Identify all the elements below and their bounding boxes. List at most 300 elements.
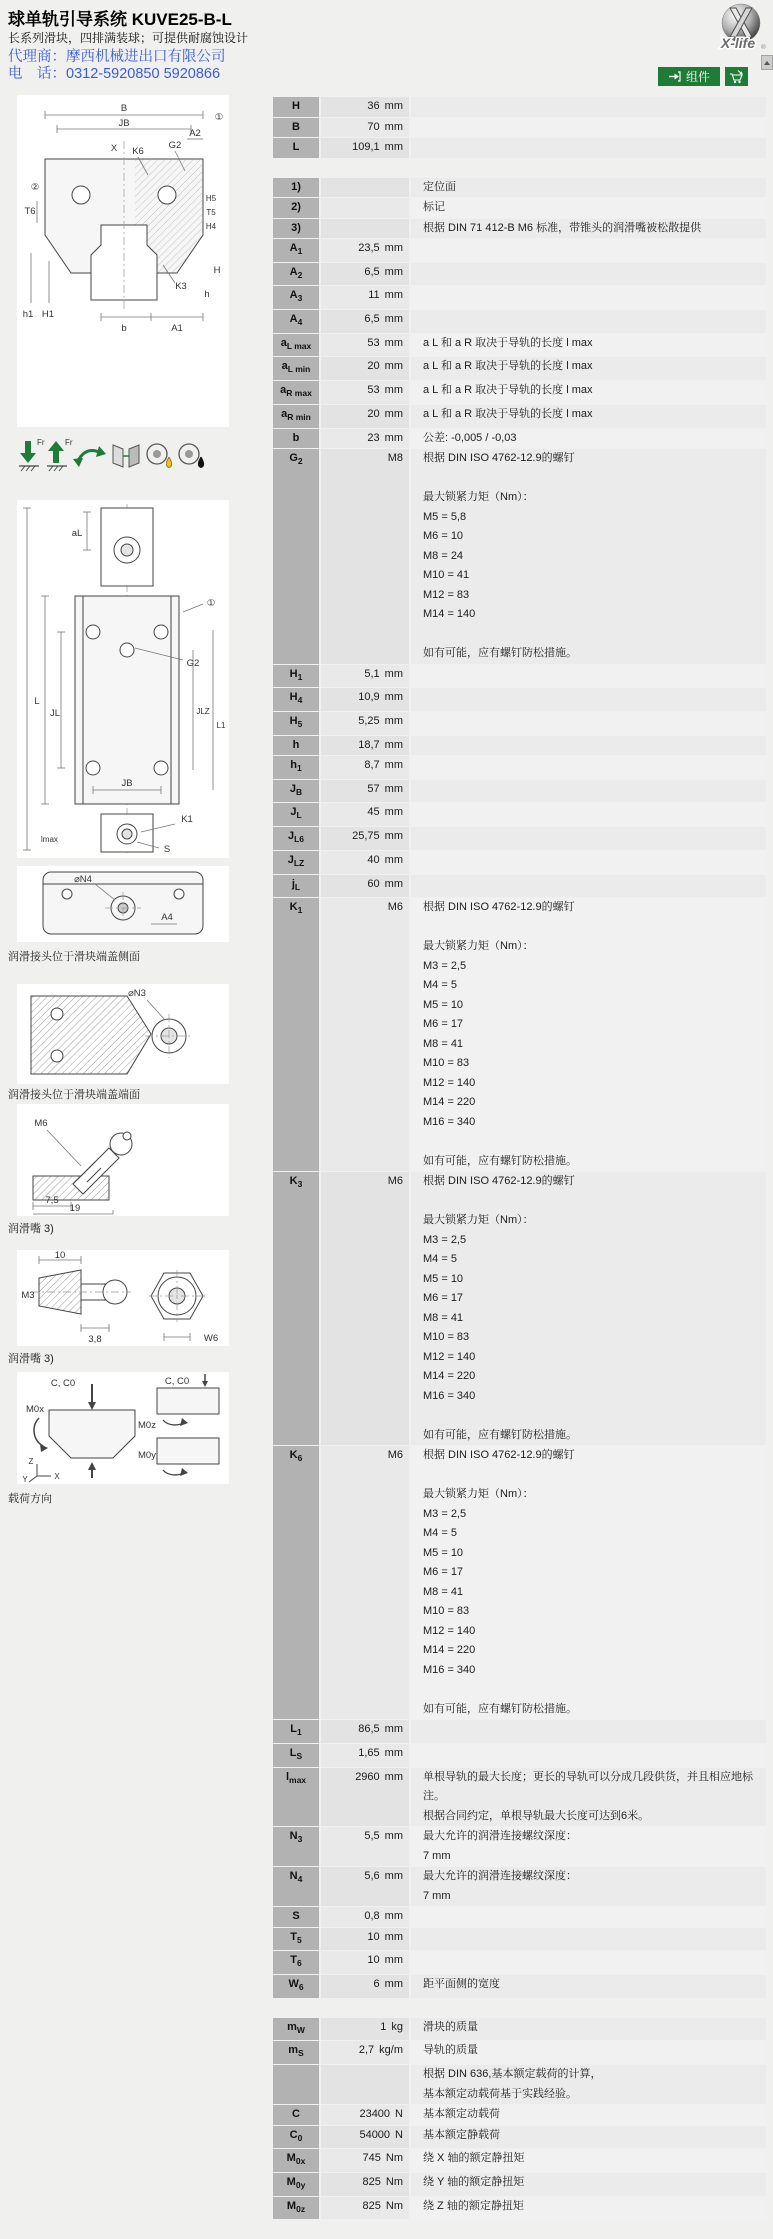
- param-description: [411, 1827, 766, 1866]
- param-label: [273, 1744, 319, 1767]
- param-value: [321, 1827, 409, 1866]
- param-value: [321, 756, 409, 779]
- param-label-sub: R min: [287, 412, 311, 422]
- param-value: [321, 286, 409, 309]
- param-label: [273, 1446, 319, 1719]
- description-line: [423, 118, 760, 138]
- value-number: 53: [367, 336, 380, 349]
- value-unit: Nm: [385, 2152, 403, 2165]
- param-description: [411, 1720, 766, 1743]
- table-row: [273, 712, 766, 735]
- value-number: 20: [367, 360, 380, 373]
- dim-label: B: [120, 103, 128, 114]
- table-row: [273, 1951, 766, 1974]
- value-number: 5,5: [364, 1830, 380, 1843]
- description-line: [423, 263, 760, 283]
- param-label-main: B: [292, 120, 300, 133]
- description-line: 根据 DIN ISO 4762-12.9的螺钉: [423, 1449, 575, 1462]
- dim-label: JLZ: [196, 707, 210, 716]
- cart-icon: [729, 70, 744, 84]
- triangle-up-icon: [764, 61, 770, 65]
- value-unit: mm: [384, 1954, 403, 1967]
- table-row: [273, 1907, 766, 1927]
- description-line: 最大锁紧力矩（Nm）：: [423, 940, 534, 953]
- dim-label: 3,8: [88, 1334, 102, 1345]
- value-number: 53: [367, 384, 380, 397]
- description-line: M8 = 41: [423, 1037, 464, 1050]
- description-line: 单根导轨的最大长度；更长的导轨可以分成几段供货，并且相应地标注。: [423, 1770, 753, 1803]
- param-label-main: K: [289, 1175, 298, 1188]
- description-line: 基本额定动载荷基于实践经验。: [423, 2087, 577, 2100]
- dim-label: C, C0: [50, 1378, 76, 1389]
- param-label: [273, 2065, 319, 2104]
- figure-lube-nipple-angled: [17, 1104, 229, 1216]
- description-line: 基本额定动载荷: [423, 2108, 500, 2120]
- value-number: 23: [367, 431, 380, 444]
- dim-label: Z: [28, 1457, 34, 1466]
- value-number: 5,6: [364, 1870, 380, 1883]
- param-description: [411, 310, 766, 333]
- description-line: [423, 665, 760, 685]
- description-line: M8 = 41: [423, 1585, 464, 1598]
- table-row: [273, 219, 766, 239]
- value-number: M6: [387, 1175, 403, 1188]
- value-number: 6,5: [364, 265, 380, 278]
- value-unit: mm: [384, 384, 403, 397]
- param-description: [411, 851, 766, 874]
- param-value: [321, 1951, 409, 1974]
- description-line: M3 = 2,5: [423, 1233, 467, 1246]
- value-unit: mm: [384, 265, 403, 278]
- page-subtitle: 长系列滑块，四排满装球；可提供耐腐蚀设计: [8, 31, 249, 45]
- component-button[interactable]: [658, 67, 720, 86]
- table-row: [273, 178, 766, 198]
- dim-label: L1: [216, 721, 226, 730]
- param-value: [321, 2018, 409, 2041]
- param-label-sub: B: [295, 786, 303, 797]
- param-description: [411, 803, 766, 826]
- table-row: [273, 665, 766, 688]
- param-value: [321, 851, 409, 874]
- value-number: 745: [362, 2152, 381, 2165]
- table-section: [273, 97, 766, 158]
- figure-lube-port-face: [17, 984, 229, 1084]
- param-description: [411, 1446, 766, 1719]
- table-row: [273, 1928, 766, 1951]
- value-unit: kg: [391, 2020, 403, 2033]
- dim-label: JB: [118, 118, 130, 129]
- param-label-main: H: [289, 691, 298, 704]
- table-row: [273, 334, 766, 357]
- param-description: [411, 118, 766, 138]
- torque-icon: [73, 446, 106, 467]
- dim-label: M0z: [138, 1420, 156, 1431]
- dim-label: M0x: [26, 1404, 44, 1415]
- param-label-main: A: [289, 242, 298, 254]
- dim-label: H: [213, 265, 221, 276]
- description-line: M12 = 140: [423, 1624, 476, 1637]
- param-value: [321, 97, 409, 117]
- value-unit: mm: [384, 1910, 403, 1923]
- param-label-sub: S: [298, 2048, 304, 2059]
- description-line: [423, 1744, 760, 1764]
- description-line: 最大允许的润滑连接螺纹深度：: [423, 1870, 577, 1883]
- value-number: 825: [362, 2175, 381, 2188]
- dim-label: lmax: [41, 835, 58, 844]
- param-description: [411, 756, 766, 779]
- icon-label: Fr: [65, 438, 73, 447]
- dim-label: K3: [175, 281, 187, 292]
- table-row: [273, 2105, 766, 2125]
- param-value: [321, 219, 409, 239]
- param-value: [321, 334, 409, 357]
- param-value: [321, 263, 409, 286]
- description-line: M10 = 83: [423, 1605, 470, 1618]
- param-label: [273, 827, 319, 850]
- table-row: [273, 2065, 766, 2104]
- description-line: [423, 286, 760, 306]
- description-line: 公差: -0,005 / -0,03: [423, 431, 517, 444]
- value-number: 109,1: [352, 141, 380, 153]
- description-line: 基本额定静载荷: [423, 2128, 500, 2141]
- description-line: M6 = 17: [423, 1292, 464, 1305]
- description-line: M5 = 10: [423, 998, 464, 1011]
- param-value: [321, 118, 409, 138]
- param-value: [321, 827, 409, 850]
- param-label-main: l: [285, 1770, 290, 1783]
- value-number: 5,25: [358, 714, 380, 727]
- param-label: [273, 665, 319, 688]
- param-value: [321, 381, 409, 404]
- param-label-main: a: [280, 384, 287, 397]
- param-value: [321, 1744, 409, 1767]
- param-label: [273, 263, 319, 286]
- param-label-main: T: [290, 1930, 297, 1943]
- param-label-sub: 6: [297, 1453, 303, 1464]
- param-description: [411, 780, 766, 803]
- param-label: [273, 2149, 319, 2172]
- figure-caption: 润滑接头位于滑块端盖侧面: [8, 951, 140, 963]
- param-label-sub: LZ: [293, 858, 305, 868]
- param-label-sub: 5: [297, 719, 303, 730]
- dim-label: b: [121, 323, 127, 334]
- value-unit: mm: [384, 100, 403, 112]
- description-line: M5 = 10: [423, 1546, 464, 1559]
- param-label: [273, 2173, 319, 2196]
- cart-button[interactable]: [725, 67, 748, 86]
- value-number: 23400: [359, 2108, 391, 2120]
- param-value: [321, 405, 409, 428]
- description-line: 7 mm: [423, 1889, 451, 1902]
- value-unit: mm: [384, 853, 403, 866]
- table-row: [273, 875, 766, 898]
- value-unit: mm: [384, 1870, 403, 1883]
- table-row: [273, 97, 766, 117]
- value-unit: mm: [384, 738, 403, 751]
- param-label-main: J: [289, 782, 296, 795]
- param-description: [411, 1744, 766, 1767]
- value-unit: mm: [384, 877, 403, 890]
- figure-caption: 润滑嘴 3): [8, 1353, 54, 1365]
- dim-label: 7,5: [45, 1195, 59, 1206]
- param-label-main: A: [289, 289, 298, 302]
- param-label-main: M: [286, 2175, 296, 2188]
- dim-label: G2: [186, 658, 200, 669]
- description-line: 滑块的质量: [423, 2020, 478, 2033]
- value-unit: mm: [384, 431, 403, 444]
- value-unit: mm: [384, 1930, 403, 1943]
- value-number: 18,7: [358, 738, 380, 751]
- param-label-main: a: [281, 407, 288, 420]
- dim-label: C, C0: [164, 1376, 190, 1387]
- value-number: 11: [368, 289, 380, 302]
- value-unit: mm: [384, 759, 403, 772]
- param-label-main: H: [289, 667, 298, 680]
- table-row: [273, 803, 766, 826]
- description-line: 最大锁紧力矩（Nm）：: [423, 1488, 534, 1501]
- description-line: M6 = 17: [423, 1018, 464, 1031]
- dim-label: ⌀N4: [74, 874, 92, 885]
- param-label-sub: 0x: [295, 2156, 306, 2167]
- param-label-main: L: [292, 141, 300, 153]
- param-label-sub: 5: [297, 1934, 302, 1945]
- param-label-main: h: [290, 759, 297, 772]
- value-number: 25,75: [352, 830, 380, 843]
- param-label: [273, 1907, 319, 1927]
- param-description: [411, 429, 766, 449]
- param-label-sub: R max: [286, 388, 312, 399]
- description-line: [423, 712, 760, 732]
- table-row: [273, 1768, 766, 1827]
- table-row: [273, 118, 766, 138]
- value-unit: mm: [384, 691, 403, 704]
- param-label-sub: 0: [297, 2132, 303, 2143]
- dim-label: K6: [132, 146, 144, 157]
- description-line: M3 = 2,5: [423, 959, 467, 972]
- param-label: [273, 1720, 319, 1743]
- description-line: [423, 310, 760, 330]
- description-line: M12 = 140: [423, 1350, 476, 1363]
- param-label: [273, 2126, 319, 2149]
- table-row: [273, 263, 766, 286]
- value-unit: mm: [384, 830, 403, 843]
- param-label-main: H: [289, 714, 298, 727]
- table-section: [273, 178, 766, 1998]
- description-line: M8 = 41: [423, 1311, 464, 1324]
- dim-label: M6: [34, 1118, 48, 1129]
- dim-label: ⌀N3: [128, 988, 146, 999]
- dim-label: ①: [214, 112, 224, 123]
- param-description: [411, 736, 766, 756]
- param-value: [321, 138, 409, 158]
- param-label: [273, 1867, 319, 1906]
- param-label-sub: 1: [297, 905, 303, 916]
- radial-load-up-icon: [47, 438, 73, 471]
- value-number: 1: [380, 2020, 387, 2033]
- param-label-main: M: [286, 2152, 296, 2165]
- dim-label: A1: [171, 323, 183, 334]
- figure-caption: 润滑嘴 3): [8, 1223, 54, 1235]
- description-line: M14 = 220: [423, 1096, 476, 1109]
- param-value: [321, 1768, 409, 1827]
- table-row: [273, 198, 766, 218]
- dim-label: L: [34, 696, 40, 707]
- param-label: [273, 2105, 319, 2125]
- param-description: [411, 357, 766, 380]
- param-description: [411, 263, 766, 286]
- param-label-sub: 3: [297, 293, 303, 304]
- value-number: 2960: [355, 1770, 380, 1783]
- param-label-sub: 0z: [296, 2203, 306, 2214]
- description-line: [423, 1192, 760, 1212]
- param-value: [321, 429, 409, 449]
- param-label-main: J: [287, 853, 294, 866]
- value-unit: mm: [384, 313, 403, 326]
- param-description: [411, 97, 766, 117]
- table-row: [273, 1975, 766, 1998]
- dim-label: ②: [30, 182, 40, 193]
- param-label-main: T: [290, 1954, 297, 1967]
- description-line: a L 和 a R 取决于导轨的长度 l max: [423, 336, 593, 349]
- description-line: 根据合同约定，单根导轨最大长度可达到6米。: [423, 1809, 650, 1822]
- description-line: M10 = 41: [423, 569, 470, 581]
- param-label: [273, 334, 319, 357]
- description-line: [423, 1466, 760, 1486]
- param-description: [411, 898, 766, 1171]
- description-line: [423, 688, 760, 708]
- description-line: a L 和 a R 取决于导轨的长度 l max: [423, 407, 593, 420]
- description-line: [423, 827, 760, 847]
- description-line: 如有可能，应有螺钉防松措施。: [423, 647, 577, 659]
- value-number: 36: [367, 100, 380, 112]
- param-label: [273, 219, 319, 239]
- param-value: [321, 2041, 409, 2064]
- param-description: [411, 405, 766, 428]
- description-line: 最大允许的润滑连接螺纹深度：: [423, 1830, 577, 1843]
- table-row: [273, 1827, 766, 1866]
- value-number: M6: [387, 901, 403, 914]
- param-label: [273, 1768, 319, 1827]
- description-line: a L 和 a R 取决于导轨的长度 l max: [423, 384, 593, 397]
- param-label: [273, 198, 319, 218]
- description-line: M14 = 220: [423, 1644, 476, 1657]
- figure-lube-nipple-funnel: [17, 1250, 229, 1346]
- table-row: [273, 756, 766, 779]
- param-label-sub: 4: [297, 317, 303, 328]
- description-line: 绕 Y 轴的额定静扭矩: [423, 2175, 525, 2188]
- param-label: [273, 712, 319, 735]
- value-unit: kg/m: [379, 2044, 403, 2057]
- radial-load-down-icon: [19, 438, 45, 471]
- dim-label: T5: [206, 208, 216, 217]
- dim-label: A2: [189, 128, 201, 139]
- page-title: 球单轨引导系统 KUVE25-B-L: [8, 10, 232, 29]
- param-label-main: m: [288, 2044, 299, 2057]
- value-unit: mm: [384, 1977, 403, 1990]
- phone-line: 电 话：0312-5920850 5920866: [8, 66, 221, 82]
- param-label-main: C: [292, 2108, 300, 2120]
- table-row: [273, 2018, 766, 2041]
- arrow-into-icon: [668, 71, 681, 82]
- description-line: 如有可能，应有螺钉防松措施。: [423, 1702, 577, 1715]
- table-row: [273, 1867, 766, 1906]
- param-label-main: L: [290, 1723, 297, 1736]
- table-row: [273, 851, 766, 874]
- dim-label: X: [110, 143, 118, 154]
- description-line: [423, 97, 760, 117]
- param-label-sub: 6: [298, 1982, 304, 1993]
- param-label-sub: S: [296, 1751, 303, 1762]
- value-number: 23,5: [358, 242, 380, 254]
- grease-lubrication-icon: [179, 444, 204, 468]
- value-number: 86,5: [358, 1723, 380, 1736]
- table-row: [273, 780, 766, 803]
- param-description: [411, 239, 766, 262]
- table-row: [273, 2041, 766, 2064]
- param-label-main: 3): [291, 221, 301, 234]
- value-number: 20: [367, 407, 380, 420]
- param-description: [411, 219, 766, 239]
- feature-icons: [17, 437, 207, 477]
- value-unit: mm: [384, 242, 403, 254]
- scrollbar-up-button[interactable]: [761, 55, 773, 70]
- description-line: 导轨的质量: [423, 2044, 478, 2057]
- value-number: 6: [373, 1977, 380, 1990]
- param-label-sub: max: [289, 1774, 307, 1785]
- description-line: M4 = 5: [423, 1527, 457, 1540]
- param-value: [321, 688, 409, 711]
- table-row: [273, 1720, 766, 1743]
- param-label: [273, 1951, 319, 1974]
- value-number: 0,8: [364, 1910, 380, 1923]
- param-label: [273, 357, 319, 380]
- param-label: [273, 239, 319, 262]
- param-description: [411, 1928, 766, 1951]
- description-line: M10 = 83: [423, 1057, 470, 1070]
- param-value: [321, 898, 409, 1171]
- xlife-logo-text: X-life: [720, 35, 756, 51]
- description-line: [423, 1132, 760, 1152]
- param-value: [321, 239, 409, 262]
- value-number: 10,9: [358, 691, 380, 704]
- param-label-sub: 1: [297, 671, 303, 682]
- param-label: [273, 2041, 319, 2064]
- value-number: 2,7: [358, 2044, 375, 2057]
- table-row: [273, 898, 766, 1171]
- param-label-main: N: [289, 1870, 298, 1883]
- table-row: [273, 449, 766, 664]
- dim-label: T6: [24, 206, 36, 217]
- param-label-sub: 4: [297, 695, 303, 706]
- description-line: M16 = 340: [423, 1115, 476, 1128]
- value-unit: mm: [384, 407, 403, 420]
- param-value: [321, 2173, 409, 2196]
- param-label-main: K: [289, 901, 298, 914]
- param-description: [411, 1867, 766, 1906]
- param-value: [321, 736, 409, 756]
- value-number: 45: [367, 806, 380, 819]
- figure-caption: 载荷方向: [8, 1493, 52, 1505]
- param-description: [411, 827, 766, 850]
- value-unit: mm: [384, 714, 403, 727]
- param-label: [273, 118, 319, 138]
- param-label-main: b: [292, 431, 300, 444]
- description-line: 绕 Z 轴的额定静扭矩: [423, 2199, 524, 2212]
- description-line: M6 = 10: [423, 530, 464, 542]
- param-label-sub: 1: [297, 1727, 302, 1738]
- description-line: M8 = 24: [423, 549, 464, 562]
- dim-label: 19: [69, 1203, 81, 1214]
